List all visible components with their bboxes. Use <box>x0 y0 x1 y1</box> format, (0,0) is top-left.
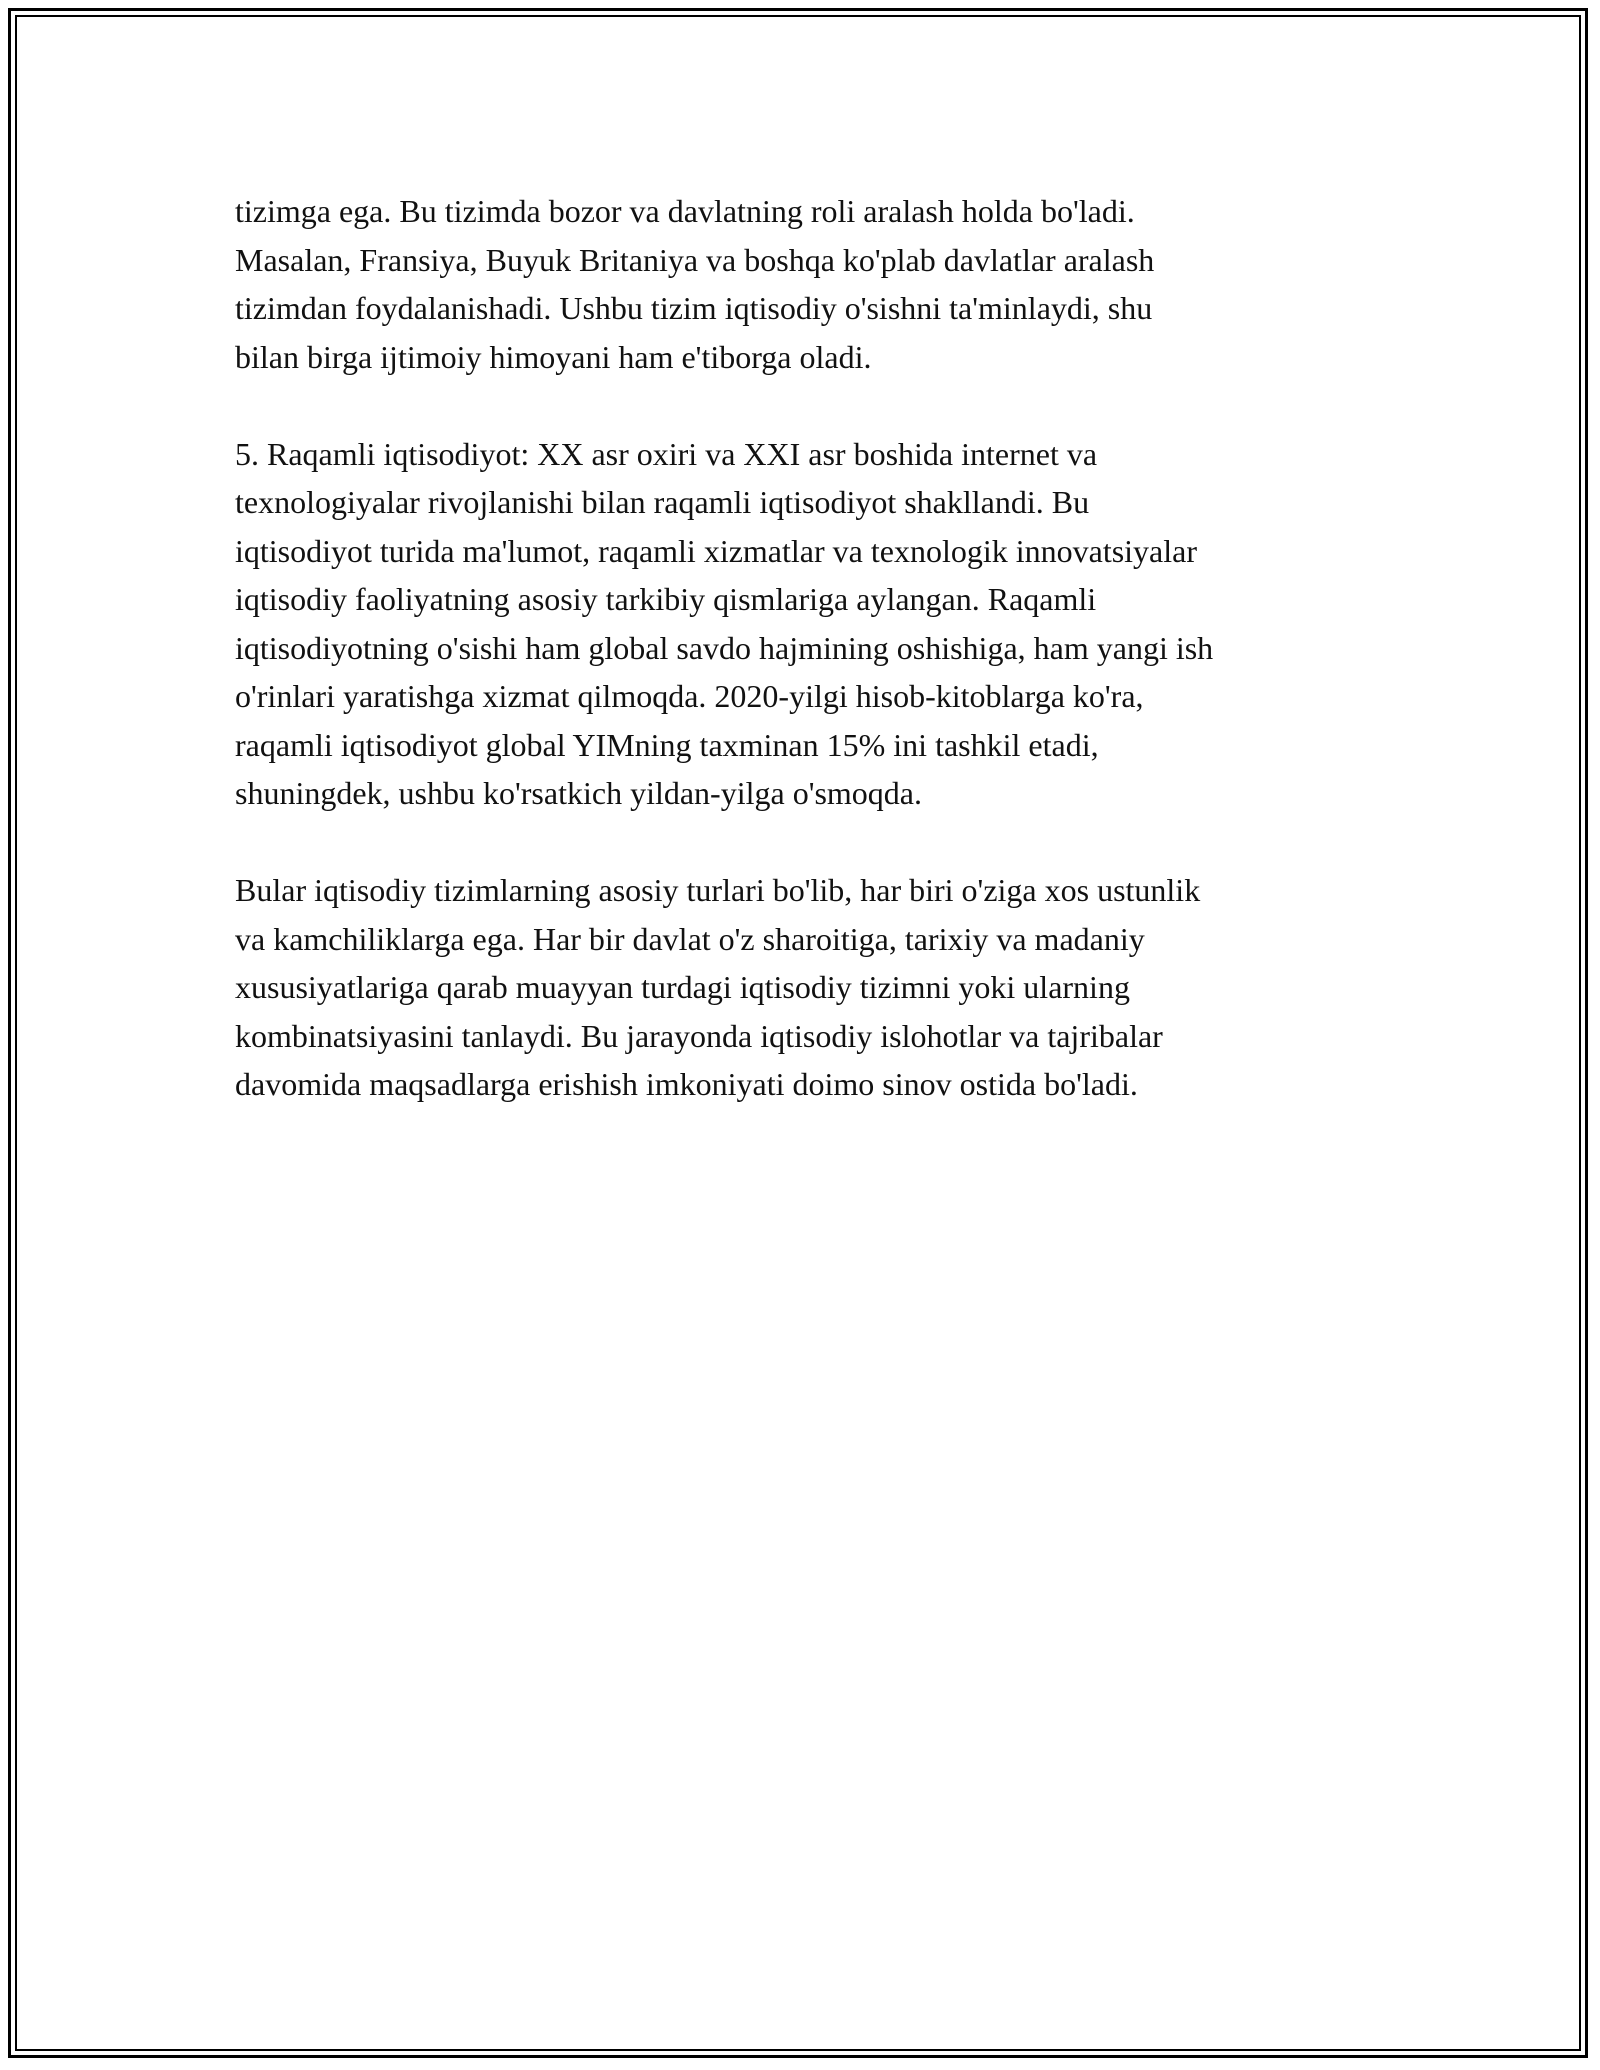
text-line: o'rinlari yaratishga xizmat qilmoqda. 2020-yilgi hisob-kitoblarga ko'ra, <box>235 678 1144 714</box>
paragraph-mixed-system <box>235 187 1365 381</box>
text-line: kombinatsiyasini tanlaydi. Bu jarayonda iqtisodiy islohotlar va tajribalar <box>235 1017 1163 1054</box>
text-line: va kamchiliklarga ega. Har bir davlat o'z sharoitiga, tarixiy va madaniy <box>235 920 1145 957</box>
text-line: 5. Raqamli iqtisodiyot: XX asr oxiri va XXI asr boshida internet va <box>235 435 1098 472</box>
text-line: raqamli iqtisodiyot global YIMning taxminan 15% ini tashkil etadi, <box>235 726 1099 763</box>
text-line: davomida maqsadlarga erishish imkoniyati doimo sinov ostida bo'ladi. <box>235 1066 1138 1102</box>
paragraph-conclusion <box>235 866 1365 1109</box>
paragraph-digital-economy <box>235 430 1365 818</box>
text-line: bilan birga ijtimoiy himoyani ham e'tiborga oladi. <box>235 338 872 375</box>
text-line: tizimga ega. Bu tizimda bozor va davlatning roli aralash holda bo'ladi. <box>235 193 1135 229</box>
text-line: iqtisodiyot turida ma'lumot, raqamli xizmatlar va texnologik innovatsiyalar <box>235 532 1197 569</box>
text-line: iqtisodiyotning o'sishi ham global savdo hajmining oshishiga, ham yangi ish <box>235 629 1214 666</box>
text-line: Bular iqtisodiy tizimlarning asosiy turlari bo'lib, har biri o'ziga xos ustunlik <box>235 872 1201 908</box>
text-line: Masalan, Fransiya, Buyuk Britaniya va boshqa ko'plab davlatlar aralash <box>235 241 1155 278</box>
text-line: iqtisodiy faoliyatning asosiy tarkibiy qismlariga aylangan. Raqamli <box>235 581 1097 617</box>
text-line: tizimdan foydalanishadi. Ushbu tizim iqtisodiy o'sishni ta'minlaydi, shu <box>235 290 1153 326</box>
text-line: shuningdek, ushbu ko'rsatkich yildan-yilga o'smoqda. <box>235 775 922 811</box>
document-body <box>235 187 1365 1157</box>
text-line: texnologiyalar rivojlanishi bilan raqamli iqtisodiyot shakllandi. Bu <box>235 484 1090 520</box>
text-line: xususiyatlariga qarab muayyan turdagi iqtisodiy tizimni yoki ularning <box>235 969 1130 1005</box>
